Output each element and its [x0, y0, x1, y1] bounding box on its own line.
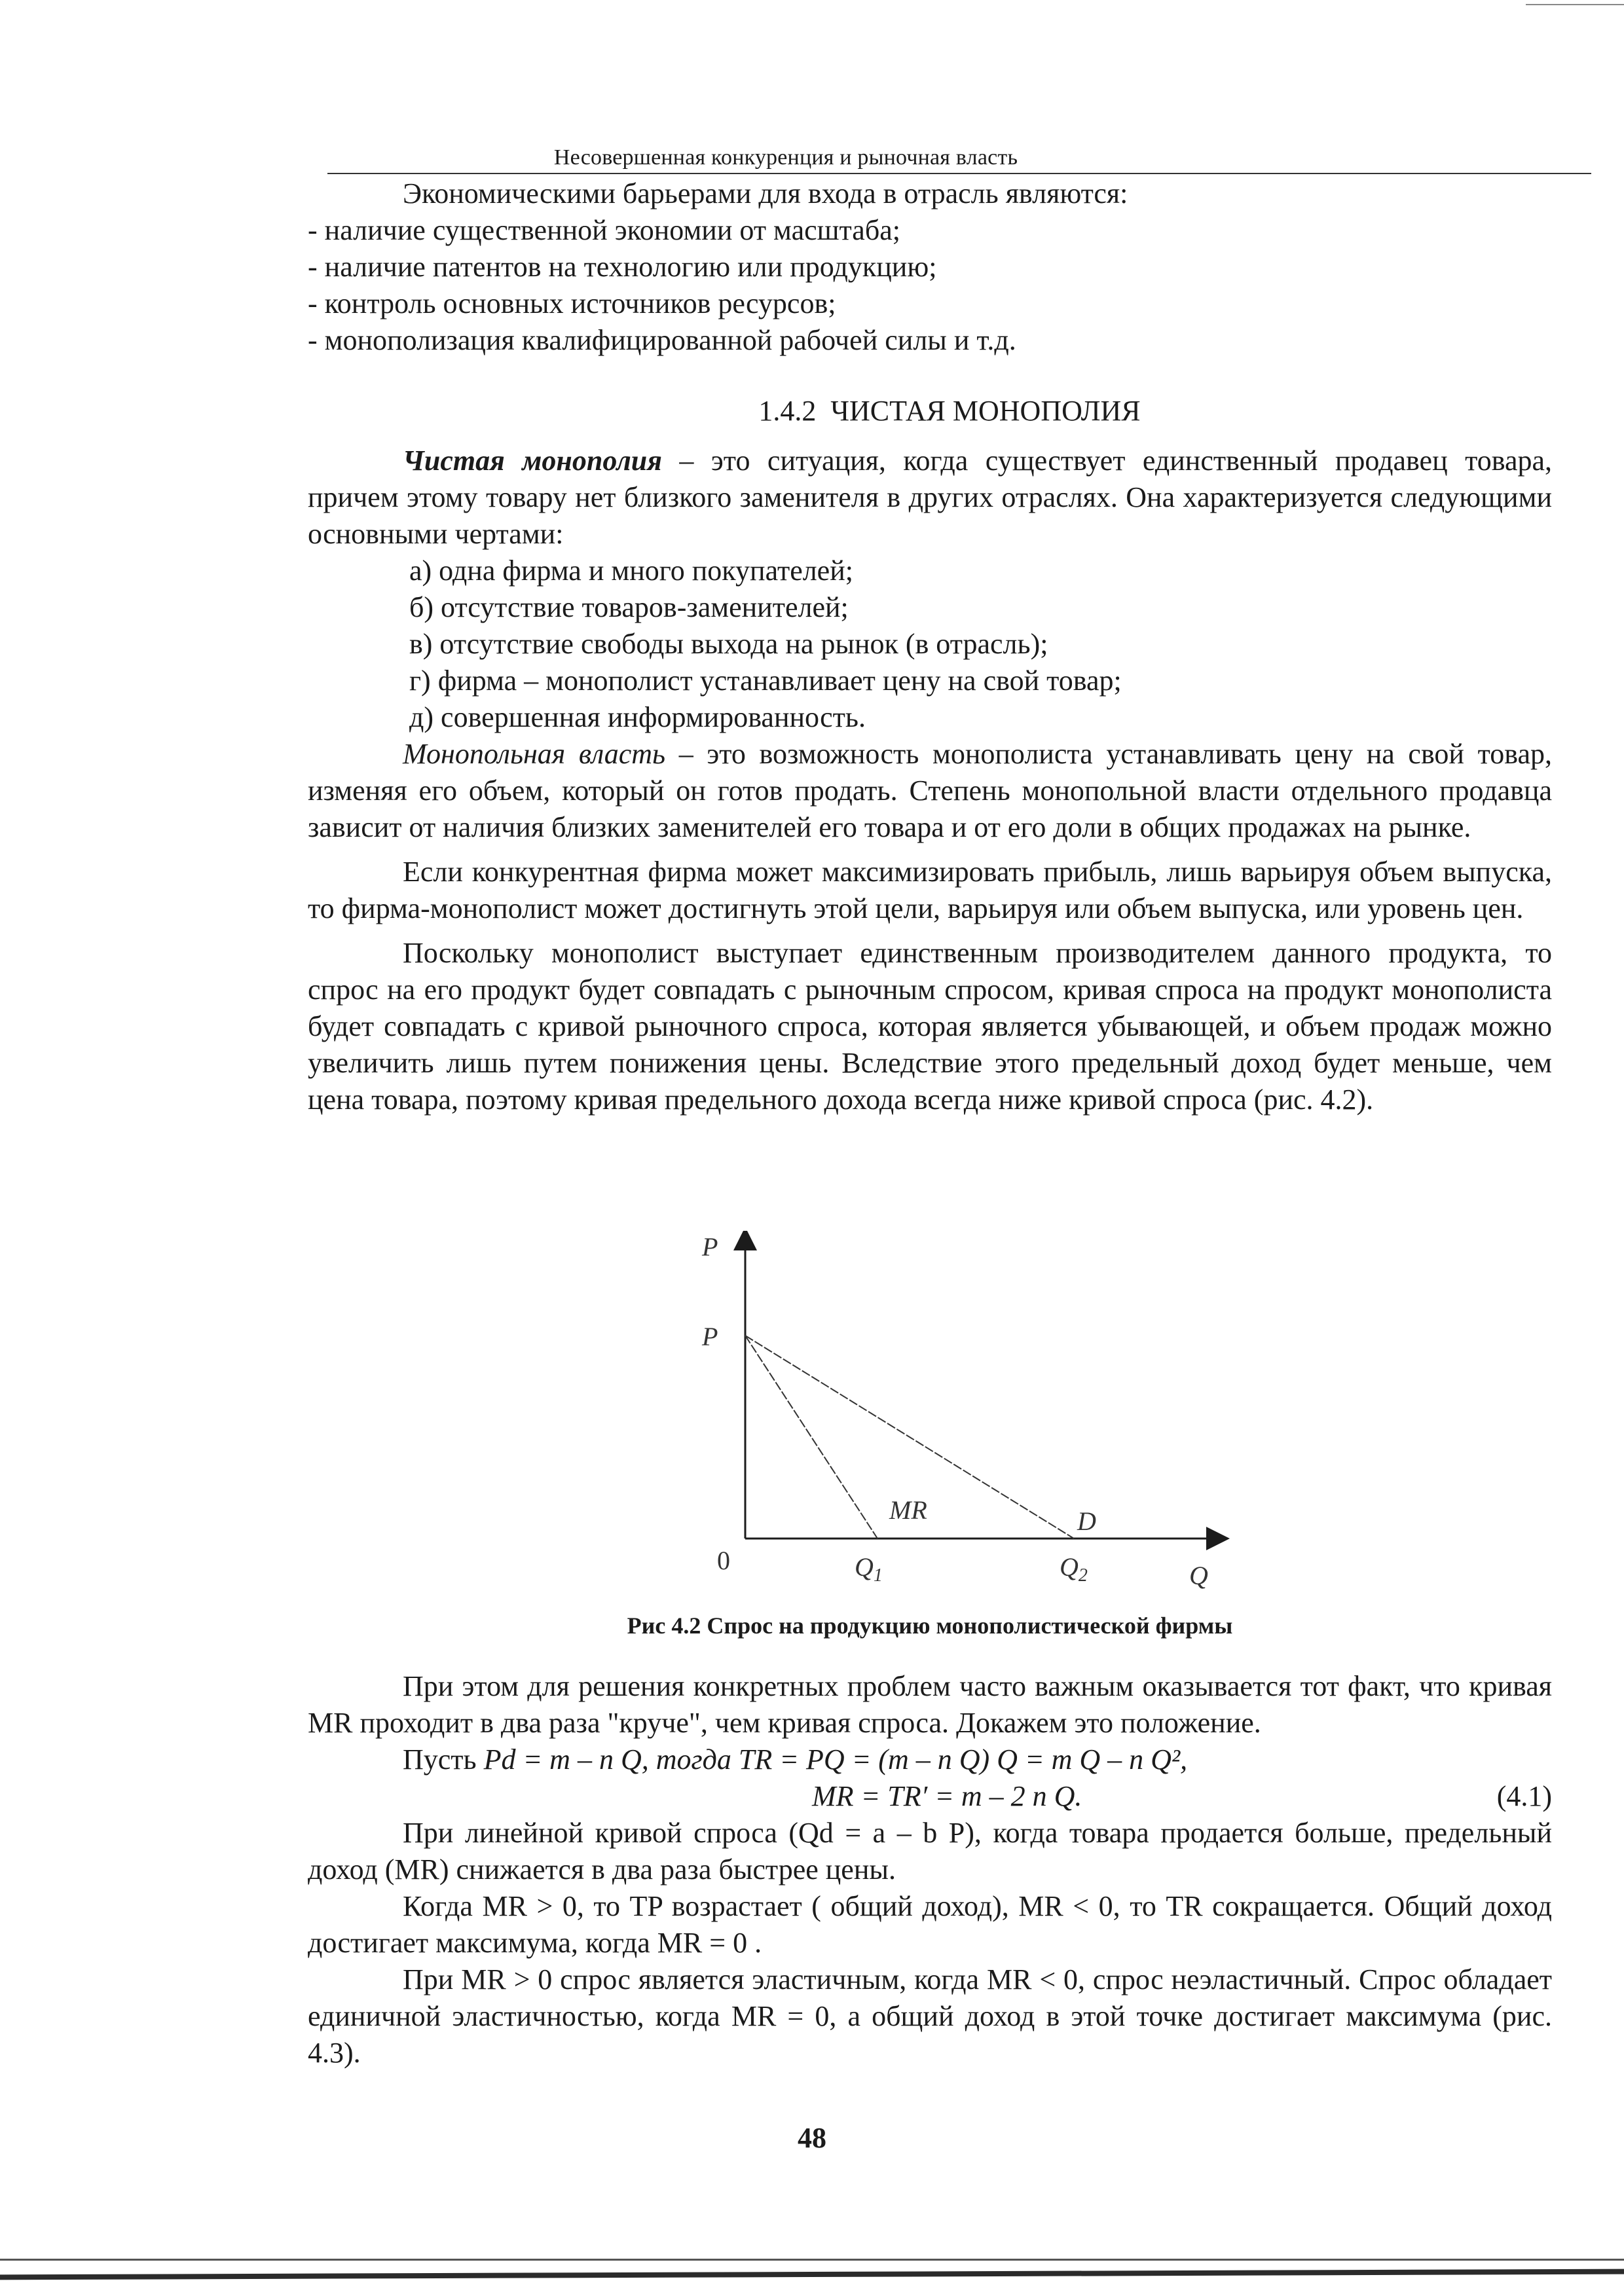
origin-label: 0	[717, 1546, 730, 1575]
paragraph-6: Когда MR > 0, то TP возрастает ( общий доход), MR < 0, то TR сокращается. Общий доход достигает максимума, когда MR = 0 .	[308, 1890, 1552, 1959]
formula-1: Pd = m – n Q, тогда TR = PQ = (m – n Q) Q = m Q – n Q²,	[483, 1743, 1188, 1776]
figure-caption: Рис 4.2 Спрос на продукцию монополистической фирмы	[627, 1613, 1233, 1639]
definition-term: Чистая монополия	[403, 445, 662, 477]
formula-row	[308, 1778, 1552, 1815]
section-number: 1.4.2	[758, 395, 817, 427]
scan-edge-line	[1526, 4, 1624, 5]
proof-block	[308, 1668, 1552, 2071]
feature-item: в) отсутствие свободы выхода на рынок (в отрасль);	[409, 628, 1048, 660]
barrier-item: - наличие существенной экономии от масштаба;	[308, 214, 900, 246]
barrier-item: - наличие патентов на технологию или продукцию;	[308, 251, 937, 283]
monopoly-power-text: – это возможность монополиста устанавливать цену на свой товар, изменяя его объем, который он готов продать. Степень монопольной власти отдельного продавца зависит от наличия близких заменителей его товара и от его доли в общих продажах на рынке.	[308, 738, 1552, 843]
q2-tick-label: $Q_2$	[1060, 1552, 1088, 1586]
paragraph-4: При этом для решения конкретных проблем часто важным оказывается тот факт, что кривая MR проходит в два раза "круче", чем кривая спроса. Докажем это положение.	[308, 1670, 1552, 1739]
barriers-intro: Экономическими барьерами для входа в отрасль являются:	[403, 177, 1128, 210]
definition-paragraph	[308, 443, 1552, 553]
section-heading	[308, 393, 1552, 429]
section-title: ЧИСТАЯ МОНОПОЛИЯ	[830, 395, 1141, 427]
formula-2: MR = TR′ = m – 2 n Q.	[812, 1780, 1082, 1812]
scan-bottom-shadow	[0, 2269, 1624, 2280]
paragraph-5: При линейной кривой спроса (Qd = a – b P), когда товара продается больше, предельный доход (MR) снижается в два раза быстрее цены.	[308, 1817, 1552, 1886]
paragraph-2: Если конкурентная фирма может максимизировать прибыль, лишь варьируя объем выпуска, то фирма-монополист может достигнуть этой цели, варьируя или объем выпуска, или уровень цен.	[308, 856, 1552, 924]
monopoly-power-term: Монопольная власть	[403, 738, 666, 770]
scan-bottom-line	[0, 2259, 1624, 2261]
barrier-item: - монополизация квалифицированной рабочей силы и т.д.	[308, 324, 1016, 356]
paragraph-7: При MR > 0 спрос является эластичным, когда MR < 0, спрос неэластичный. Спрос обладает единичной эластичностью, когда MR = 0, а общий доход в этой точке достигает максимума (рис. 4.3).	[308, 1963, 1552, 2069]
barriers-block	[308, 175, 1552, 359]
marginal-revenue-curve-mr	[745, 1336, 877, 1539]
formula-number: (4.1)	[1496, 1780, 1552, 1812]
page-number: 48	[798, 2122, 826, 2154]
definition-block	[308, 443, 1552, 1118]
demand-figure	[688, 1231, 1277, 1597]
proof-line-1: Пусть Pd = m – n Q, тогда TR = PQ = (m – n Q) Q = m Q – n Q²,	[403, 1743, 1188, 1776]
q1-tick-label: $Q_1$	[855, 1552, 883, 1586]
feature-item: б) отсутствие товаров-заменителей;	[409, 591, 849, 623]
running-header: Несовершенная конкуренция и рыночная власть	[553, 145, 1018, 170]
header-rule	[327, 173, 1591, 174]
feature-item: д) совершенная информированность.	[409, 701, 866, 733]
barrier-item: - контроль основных источников ресурсов;	[308, 287, 836, 319]
feature-item: г) фирма – монополист устанавливает цену на свой товар;	[409, 665, 1122, 697]
paragraph-3: Поскольку монополист выступает единственным производителем данного продукта, то спрос на его продукт будет совпадать с рыночным спросом, кривая спроса на продукт монополиста будет совпадать с кривой рыночного спроса, которая является убывающей, и объем продаж можно увеличить лишь путем понижения цены. Вследствие этого предельный доход будет меньше, чем цена товара, поэтому кривая предельного дохода всегда ниже кривой спроса (рис. 4.2).	[308, 937, 1552, 1116]
x-axis-label: Q	[1189, 1561, 1208, 1590]
mr-curve-label: MR	[889, 1495, 927, 1525]
price-tick-label: P	[702, 1322, 718, 1351]
d-curve-label: D	[1077, 1506, 1096, 1536]
monopoly-power-paragraph	[308, 736, 1552, 846]
feature-item: а) одна фирма и много покупателей;	[409, 555, 853, 587]
definition-text: – это ситуация, когда существует единственный продавец товара, причем этому товару нет близкого заменителя в других отраслях. Она характеризуется следующими основными чертами:	[308, 445, 1553, 550]
y-axis-label: P	[702, 1232, 718, 1262]
